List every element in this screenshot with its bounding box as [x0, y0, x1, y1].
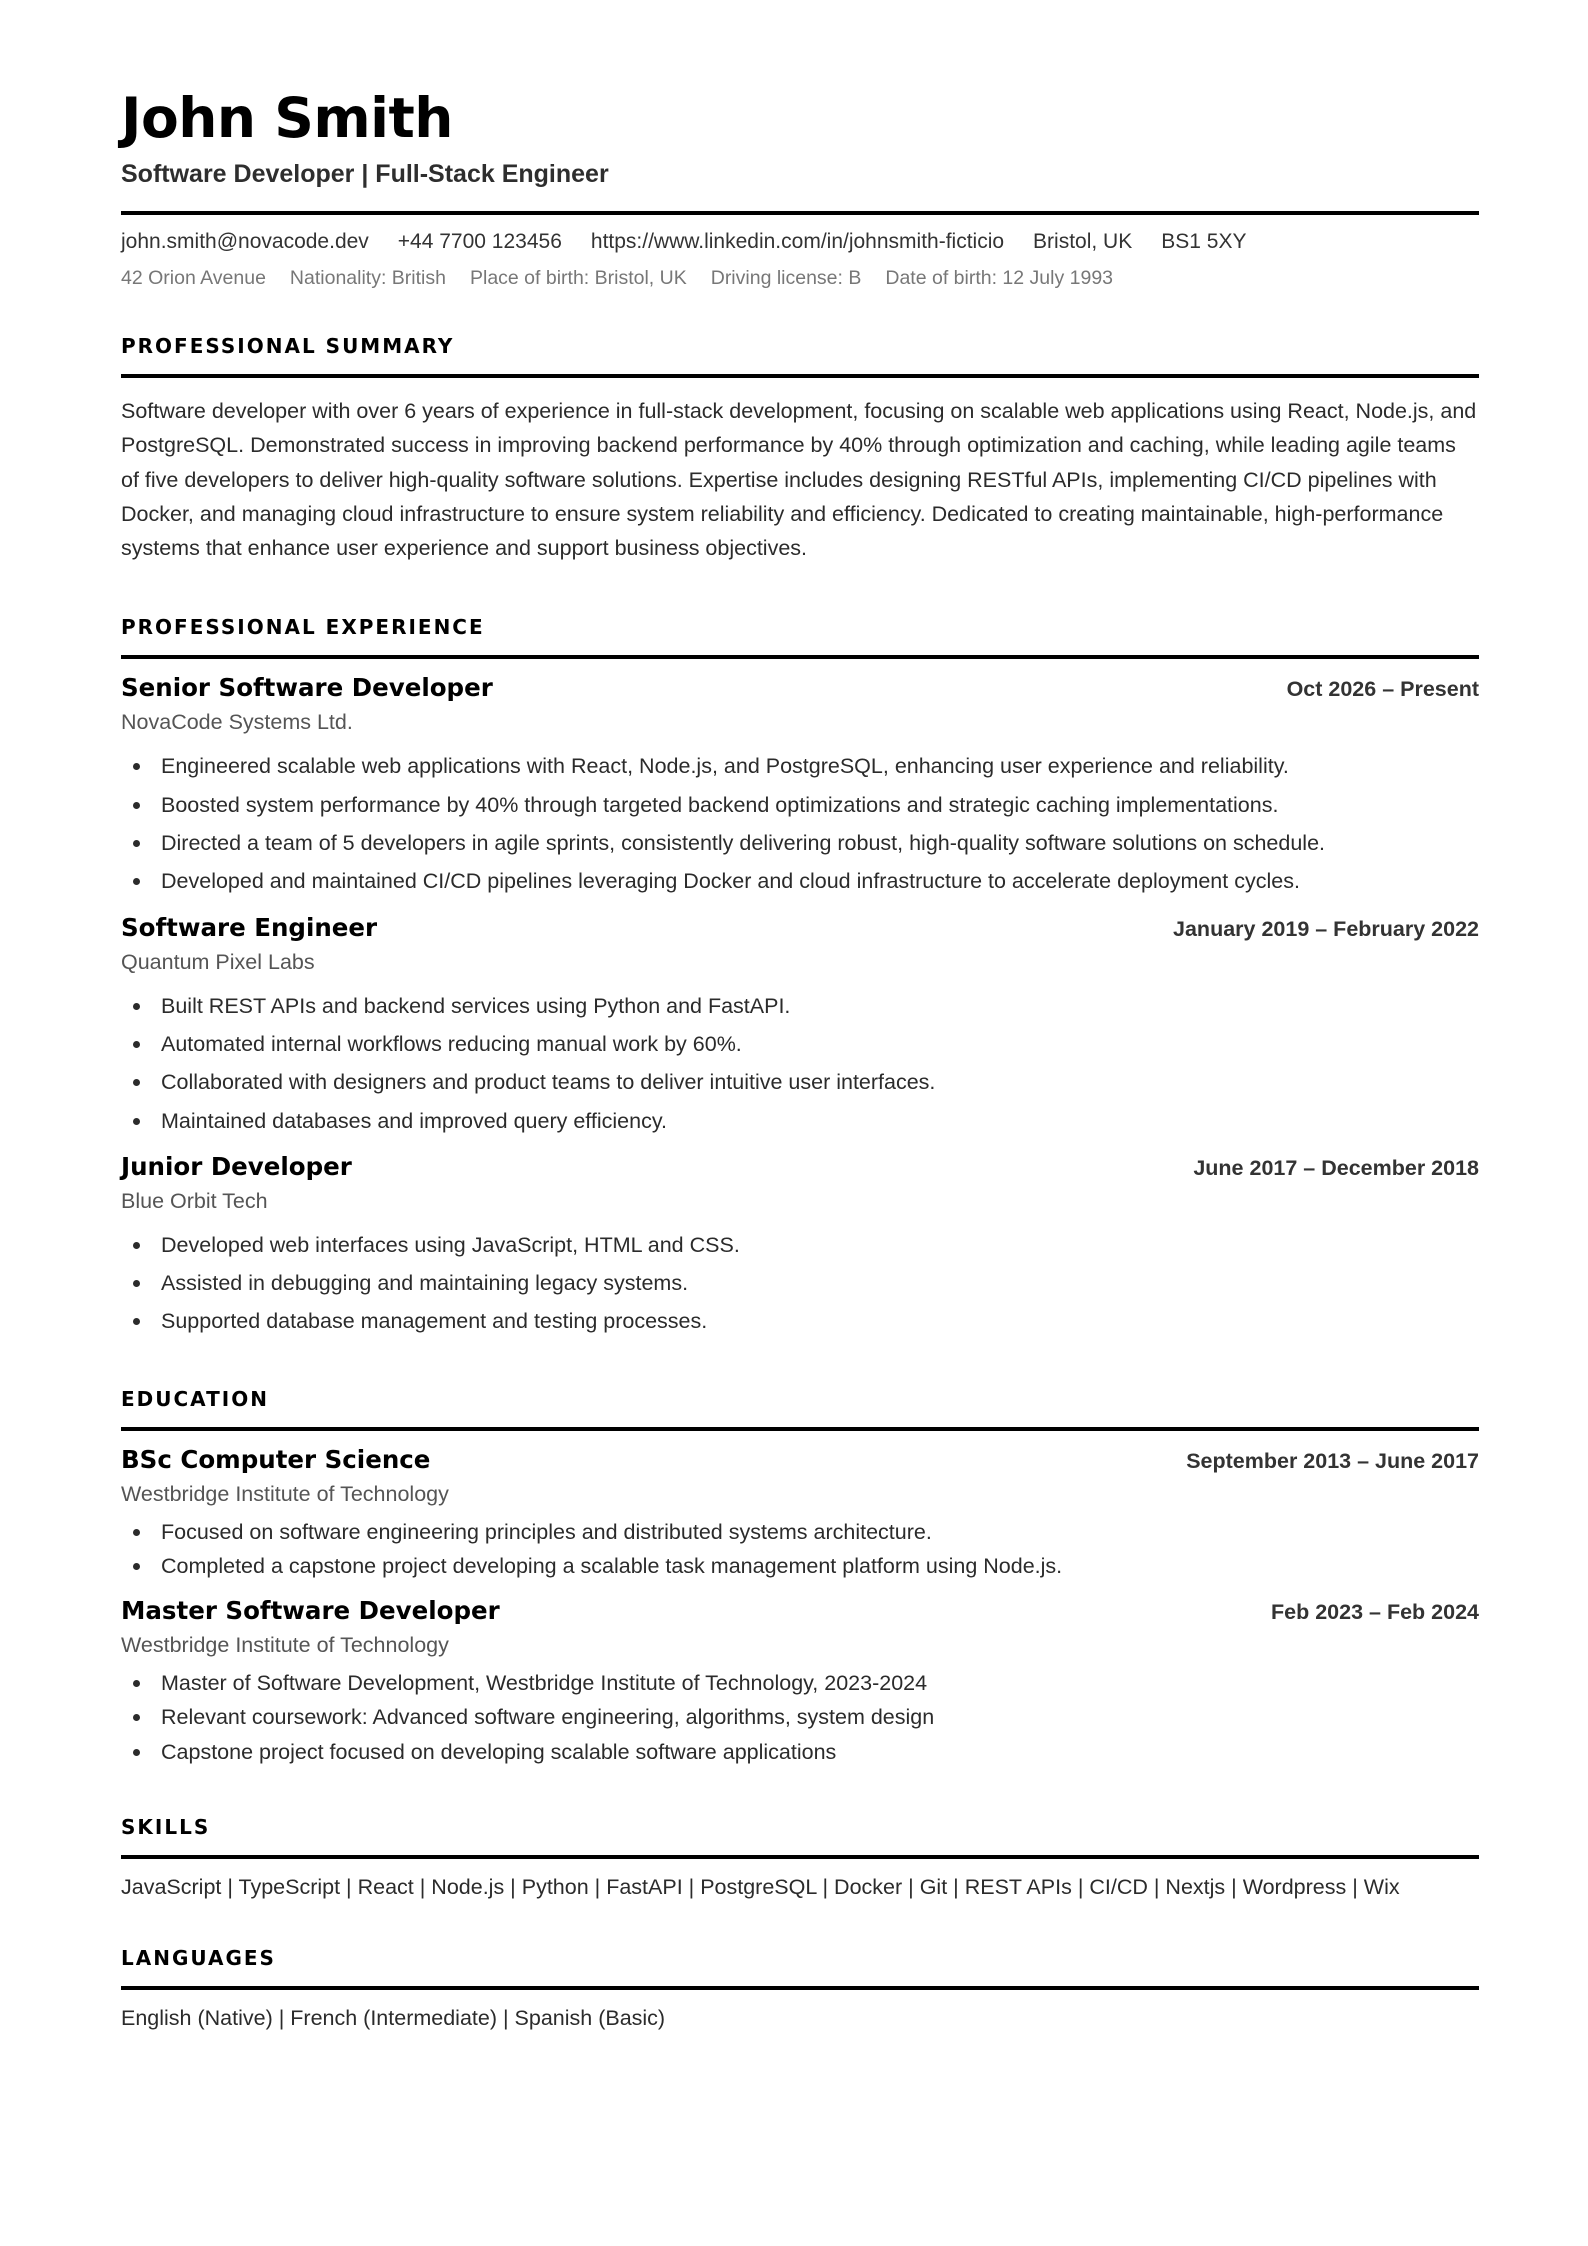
job-entry [121, 913, 1479, 1140]
education-bullets [121, 1666, 1479, 1770]
section-divider [121, 1427, 1479, 1431]
personal-birthplace: Place of birth: Bristol, UK [469, 267, 687, 289]
personal-license: Driving license: B [710, 267, 862, 289]
summary-text: Software developer with over 6 years of experience in full-stack development, focusing on scalable web applications using React, Node.js, and PostgreSQL. Demonstrated success in improving backend performance by 40% through optimization and caching, while leading agile teams of five developers to deliver high-quality software solutions. Expertise includes designing RESTful APIs, implementing CI/CD pipelines with Docker, and managing cloud infrastructure to ensure system reliability and efficiency. Dedicated to creating maintainable, high-performance systems that enhance user experience and support business objectives. [121, 399, 1477, 561]
list-item: Supported database management and testing processes. [121, 1302, 1479, 1340]
section-divider [121, 1986, 1479, 1990]
school-name: Westbridge Institute of Technology [121, 1481, 449, 1506]
contact-phone[interactable]: +44 7700 123456 [397, 230, 562, 253]
personal-birthdate: Date of birth: 12 July 1993 [885, 267, 1114, 289]
school-name: Westbridge Institute of Technology [121, 1632, 449, 1657]
job-dates: January 2019 – February 2022 [1173, 916, 1479, 941]
contact-email[interactable]: john.smith@novacode.dev [121, 230, 369, 253]
job-dates: Oct 2026 – Present [1286, 677, 1479, 702]
section-heading: LANGUAGES [121, 1946, 276, 1971]
list-item: Master of Software Development, Westbridge Institute of Technology, 2023-2024 [121, 1666, 1479, 1701]
education-section [121, 1387, 1479, 1770]
list-item: Engineered scalable web applications with React, Node.js, and PostgreSQL, enhancing user experience and reliability. [121, 747, 1479, 785]
education-entry [121, 1596, 1479, 1770]
list-item: Relevant coursework: Advanced software engineering, algorithms, system design [121, 1700, 1479, 1735]
section-divider [121, 1855, 1479, 1859]
education-header [121, 1445, 1479, 1474]
experience-section [121, 615, 1479, 1340]
list-item: Developed web interfaces using JavaScript, HTML and CSS. [121, 1226, 1479, 1264]
job-header [121, 913, 1479, 942]
degree-title: Master Software Developer [121, 1595, 500, 1625]
list-item: Focused on software engineering principles and distributed systems architecture. [121, 1515, 1479, 1550]
list-item: Built REST APIs and backend services using Python and FastAPI. [121, 987, 1479, 1025]
job-bullets [121, 987, 1479, 1140]
personal-address: 42 Orion Avenue [121, 267, 266, 289]
candidate-name: John Smith [121, 86, 453, 150]
contact-linkedin[interactable]: https://www.linkedin.com/in/johnsmith-ficticio [590, 230, 1005, 253]
education-dates: September 2013 – June 2017 [1186, 1448, 1479, 1473]
job-company: Quantum Pixel Labs [121, 949, 315, 974]
contact-city: Bristol, UK [1033, 230, 1133, 253]
section-heading: PROFESSIONAL EXPERIENCE [121, 615, 485, 640]
list-item: Automated internal workflows reducing manual work by 60%. [121, 1025, 1479, 1063]
education-dates: Feb 2023 – Feb 2024 [1271, 1599, 1479, 1624]
languages-section [121, 1946, 1479, 2031]
job-dates: June 2017 – December 2018 [1193, 1155, 1479, 1180]
list-item: Assisted in debugging and maintaining legacy systems. [121, 1264, 1479, 1302]
personal-info [121, 267, 1479, 290]
job-company: Blue Orbit Tech [121, 1188, 268, 1213]
list-item: Developed and maintained CI/CD pipelines leveraging Docker and cloud infrastructure to accelerate deployment cycles. [121, 862, 1479, 900]
section-divider [121, 374, 1479, 378]
job-entry [121, 1152, 1479, 1341]
section-heading: PROFESSIONAL SUMMARY [121, 334, 455, 358]
list-item: Collaborated with designers and product teams to deliver intuitive user interfaces. [121, 1063, 1479, 1101]
header-divider [121, 211, 1479, 215]
section-heading: EDUCATION [121, 1386, 269, 1411]
contact-postcode: BS1 5XY [1161, 230, 1247, 253]
summary-section [121, 334, 1479, 565]
job-title: Senior Software Developer [121, 673, 493, 703]
job-company: NovaCode Systems Ltd. [121, 710, 353, 735]
list-item: Boosted system performance by 40% through targeted backend optimizations and strategic caching implementations. [121, 786, 1479, 824]
job-bullets [121, 747, 1479, 900]
job-header [121, 673, 1479, 702]
education-header [121, 1596, 1479, 1625]
section-divider [121, 655, 1479, 659]
section-heading: SKILLS [121, 1815, 211, 1840]
personal-nationality: Nationality: British [289, 267, 446, 289]
candidate-headline: Software Developer | Full-Stack Engineer [121, 160, 609, 188]
contact-info [121, 230, 1479, 254]
degree-title: BSc Computer Science [121, 1444, 431, 1474]
list-item: Capstone project focused on developing scalable software applications [121, 1735, 1479, 1770]
skills-list: JavaScript | TypeScript | React | Node.js | Python | FastAPI | PostgreSQL | Docker | Git | REST APIs | CI/CD | Nextjs | Wordpress | Wix [121, 1875, 1400, 1900]
education-bullets [121, 1515, 1479, 1584]
resume-page [121, 88, 1479, 2031]
job-header [121, 1152, 1479, 1181]
list-item: Maintained databases and improved query efficiency. [121, 1102, 1479, 1140]
languages-list: English (Native) | French (Intermediate) | Spanish (Basic) [121, 2006, 666, 2031]
job-bullets [121, 1226, 1479, 1341]
job-title: Software Engineer [121, 912, 378, 942]
list-item: Completed a capstone project developing a scalable task management platform using Node.js. [121, 1549, 1479, 1584]
skills-section [121, 1815, 1479, 1900]
job-entry [121, 673, 1479, 900]
education-entry [121, 1445, 1479, 1584]
job-title: Junior Developer [121, 1151, 352, 1181]
list-item: Directed a team of 5 developers in agile sprints, consistently delivering robust, high-quality software solutions on schedule. [121, 824, 1479, 862]
